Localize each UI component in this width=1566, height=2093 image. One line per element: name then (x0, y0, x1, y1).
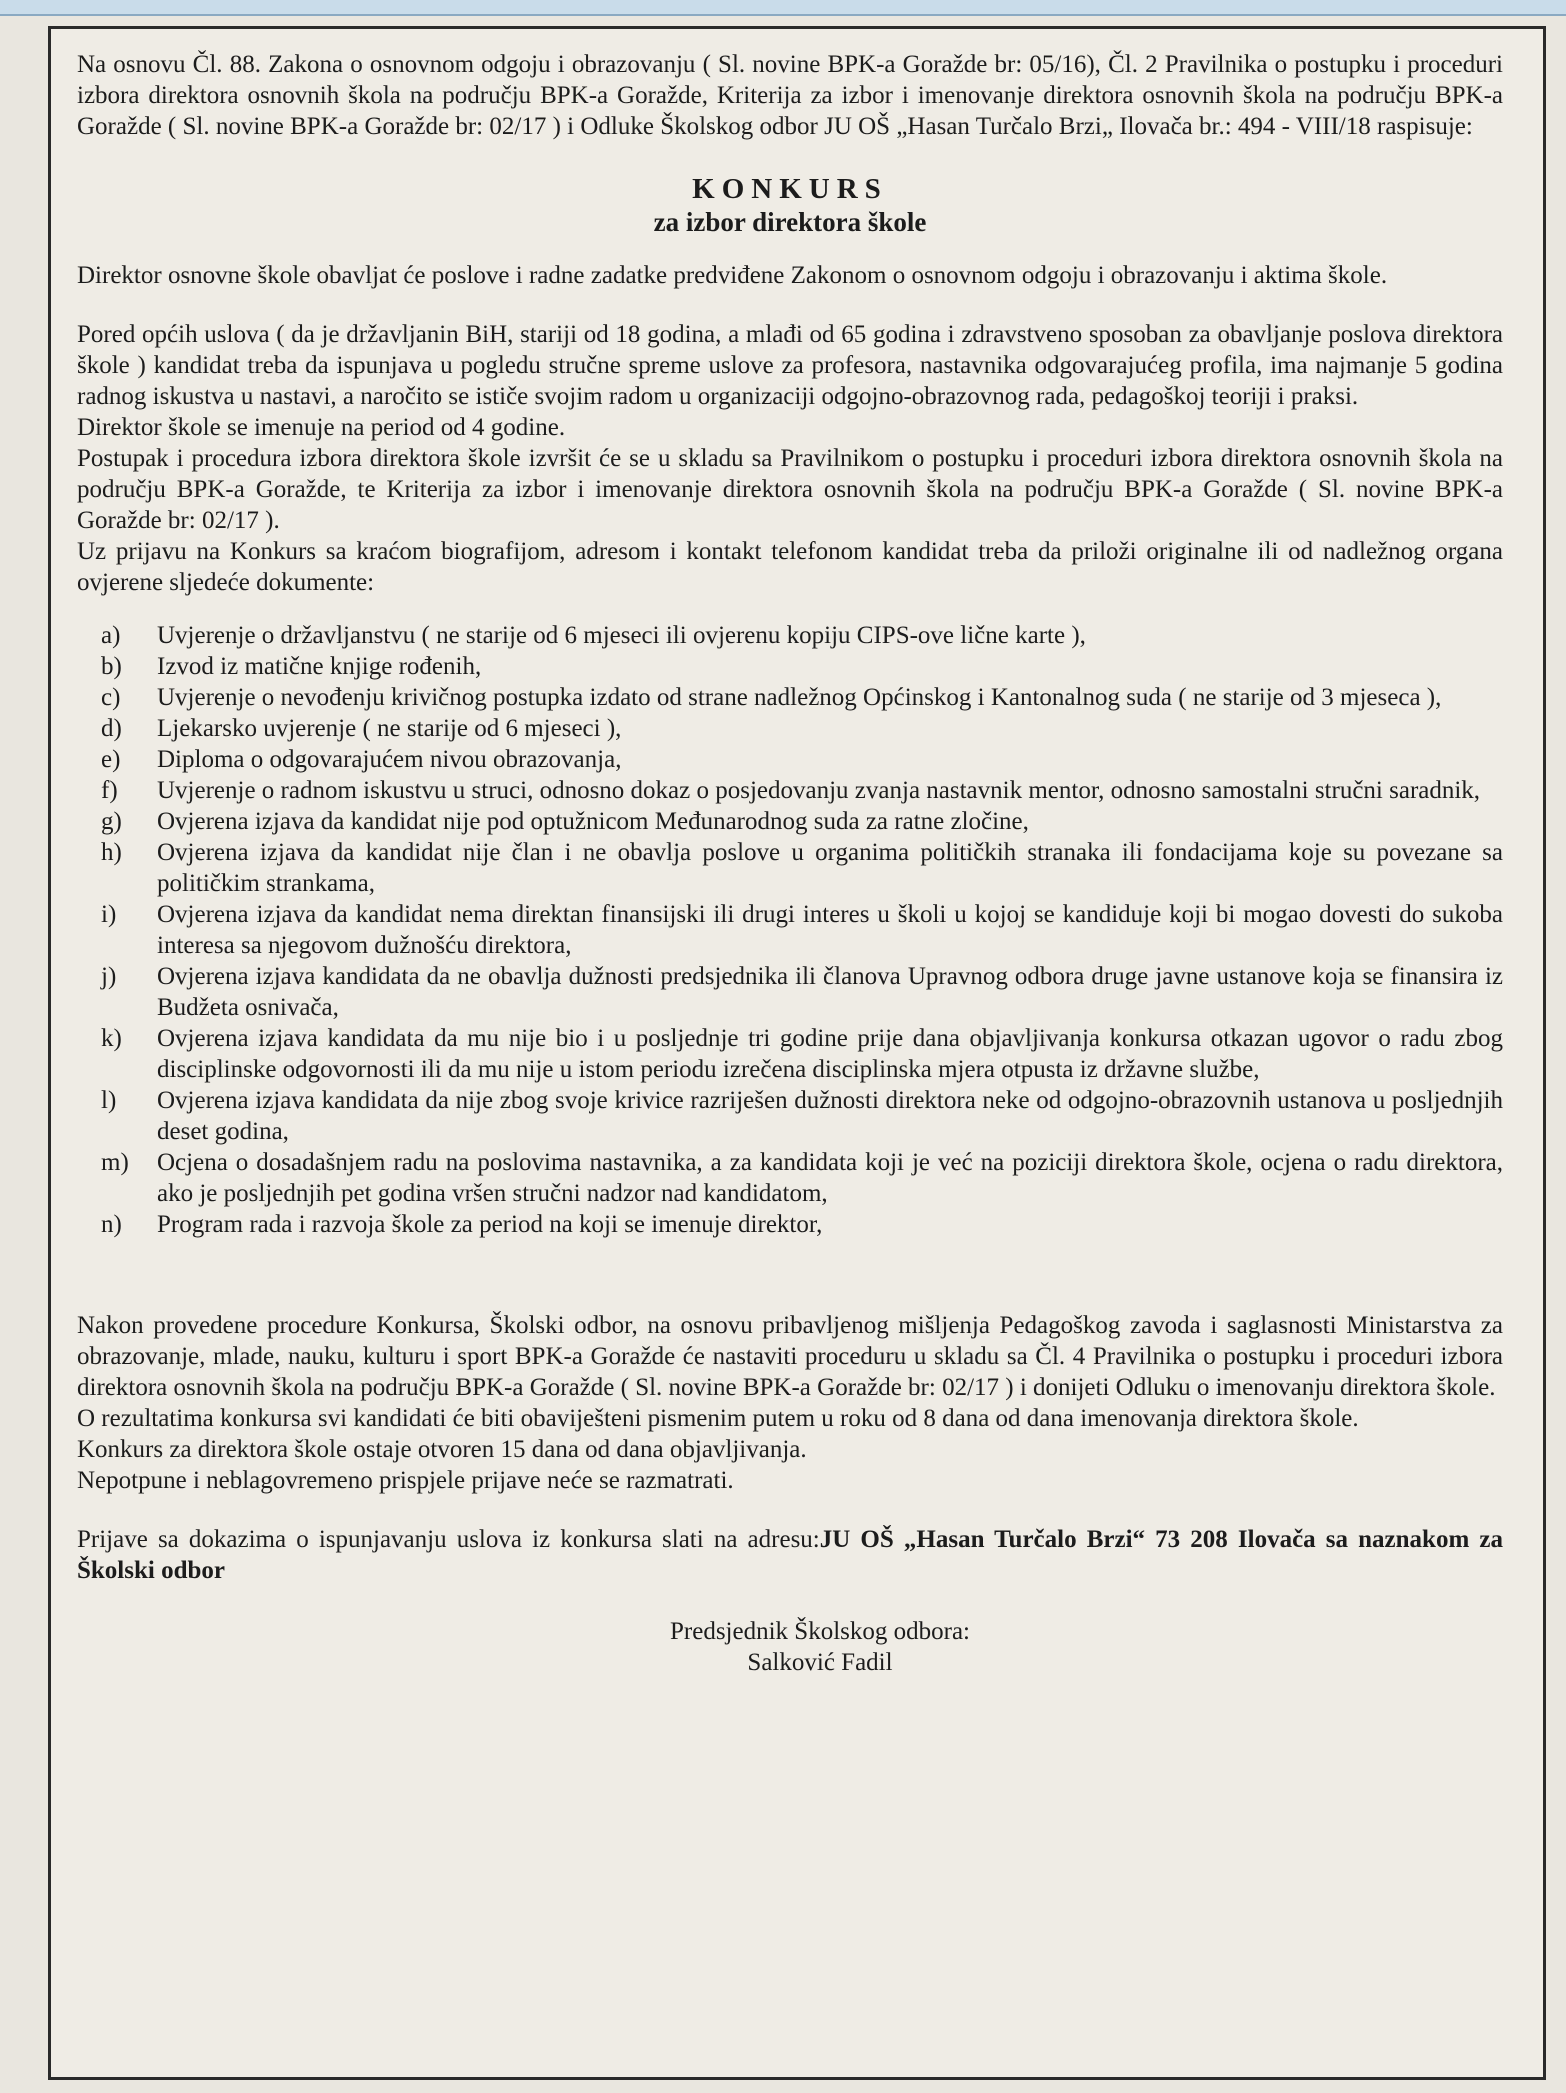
list-item-text: Ovjerena izjava kandidata da mu nije bio i u posljednje tri godine prije dana objavljivanja konkursa otkazan ugovor o radu zbog disciplinske odgovornosti ili da mu nije u istom periodu izrečena disciplinska mjera otpusta iz državne službe, (157, 1025, 1503, 1083)
documents-intro-paragraph: Uz prijavu na Konkurs sa kraćom biografijom, adresom i kontakt telefonom kandidat treba da priloži originalne ili od nadležnog organa ovjerene sljedeće dokumente: (77, 538, 1503, 596)
incomplete-applications-paragraph: Nepotpune i neblagovremeno prispjele prijave neće se razmatrati. (77, 1467, 734, 1494)
post-procedure-paragraph: Nakon provedene procedure Konkursa, Školski odbor, na osnovu pribavljenog mišljenja Pedagoškog zavoda i saglasnosti Ministarstva za obrazovanje, mlade, nauku, kulturu i sport BPK-a Goražde će nastaviti proceduru u skladu sa Čl. 4 Pravilnika o postupku i proceduri izbora direktora osnovnih škola na području BPK-a Goražde ( Sl. novine BPK-a Goražde br: 02/17 ) i donijeti Odluku o imenovanju direktora škole. (77, 1312, 1503, 1401)
list-item-letter: k) (101, 1025, 122, 1052)
signature-role: Predsjednik Školskog odbora: (670, 1618, 970, 1645)
list-item-text: Uvjerenje o nevođenju krivičnog postupka izdato od strane nadležnog Općinskog i Kantonalnog suda ( ne starije od 3 mjeseca ), (157, 684, 1442, 711)
results-paragraph: O rezultatima konkursa svi kandidati će biti obaviješteni pismenim putem u roku od 8 dana od dana imenovanja direktora škole. (77, 1405, 1359, 1432)
list-item-text: Ovjerena izjava da kandidat nije pod optužnicom Međunarodnog suda za ratne zločine, (157, 808, 1029, 835)
required-documents-list (77, 620, 1503, 1240)
list-item (101, 682, 1503, 713)
list-item-text: Izvod iz matične knjige rođenih, (157, 653, 482, 680)
announcement-content (77, 49, 1503, 1678)
list-item-letter: e) (101, 746, 121, 773)
list-item-text: Ovjerena izjava da kandidat nema direktan finansijski ili drugi interes u školi u kojoj se kandiduje koji bi mogao dovesti do sukoba interesa sa njegovom dužnošću direktora, (157, 901, 1503, 959)
list-item-text: Ljekarsko uvjerenje ( ne starije od 6 mjeseci ), (157, 715, 622, 742)
list-item-letter: h) (101, 839, 122, 866)
list-item-letter: l) (101, 1087, 117, 1114)
list-item-text: Ocjena o dosadašnjem radu na poslovima nastavnika, a za kandidata koji je već na poziciji direktora škole, ocjena o radu direktora, ako je posljednjih pet godina vršen stručni nadzor nad kandidatom, (157, 1149, 1503, 1207)
announcement-subtitle: za izbor direktora škole (653, 207, 927, 237)
procedure-paragraph: Postupak i procedura izbora direktora škole izvršit će se u skladu sa Pravilnikom o postupku i proceduri izbora direktora osnovnih škola na području BPK-a Goražde, te Kriterija za izbor i imenovanje direktora osnovnih škola na području BPK-a Goražde ( Sl. novine BPK-a Goražde br: 02/17 ). (77, 445, 1503, 534)
list-item-text: Program rada i razvoja škole za period na koji se imenuje direktor, (157, 1211, 823, 1238)
list-item (101, 806, 1503, 837)
list-item (101, 775, 1503, 806)
list-item (101, 1147, 1503, 1209)
list-item-letter: b) (101, 653, 122, 680)
list-item (101, 961, 1503, 1023)
director-duties-paragraph: Direktor osnovne škole obavljat će poslove i radne zadatke predviđene Zakonom o osnovnom odgoju i obrazovanju i aktima škole. (77, 262, 1388, 289)
list-item (101, 837, 1503, 899)
newspaper-top-strip (0, 0, 1566, 16)
list-item-letter: d) (101, 715, 122, 742)
signature-name: Salković Fadil (747, 1649, 893, 1676)
list-item-letter: j) (101, 963, 117, 990)
list-item (101, 651, 1503, 682)
list-item-letter: g) (101, 808, 122, 835)
list-item (101, 1023, 1503, 1085)
list-item-letter: c) (101, 684, 121, 711)
list-item-text: Diploma o odgovarajućem nivou obrazovanja, (157, 746, 622, 773)
announcement-frame (48, 26, 1546, 2080)
announcement-title: KONKURS (692, 173, 888, 205)
general-conditions-paragraph: Pored općih uslova ( da je državljanin BiH, stariji od 18 godina, a mlađi od 65 godina i zdravstveno sposoban za obavljanje poslova direktora škole ) kandidat treba da ispunjava u pogledu stručne spreme uslove za profesora, nastavnika odgovarajućeg profila, ima najmanje 5 godina radnog iskustva u nastavi, a naročito se ističe svojim radom u organizaciji odgojno-obrazovnog rada, pedagoškoj teoriji i praksi. (77, 321, 1503, 410)
list-item-letter: f) (101, 777, 118, 804)
list-item-letter: n) (101, 1211, 122, 1238)
list-item (101, 620, 1503, 651)
list-item-text: Uvjerenje o radnom iskustvu u struci, odnosno dokaz o posjedovanju zvanja nastavnik mentor, odnosno samostalni stručni saradnik, (157, 777, 1481, 804)
address-paragraph (77, 1524, 1503, 1586)
address-bold: JU OŠ „Hasan Turčalo Brzi“ 73 208 Ilovača sa naznakom za Školski odbor (77, 1526, 1503, 1584)
list-item (101, 744, 1503, 775)
address-prefix: Prijave sa dokazima o ispunjavanju uslova iz konkursa slati na adresu: (77, 1526, 820, 1553)
list-item-letter: m) (101, 1149, 129, 1176)
list-item-letter: i) (101, 901, 117, 928)
signature-block (137, 1616, 1503, 1678)
list-item (101, 1085, 1503, 1147)
intro-paragraph: Na osnovu Čl. 88. Zakona o osnovnom odgoju i obrazovanju ( Sl. novine BPK-a Goražde br: 05/16), Čl. 2 Pravilnika o postupku i proceduri izbora direktora osnovnih škola na području BPK-a Goražde, Kriterija za izbor i imenovanje direktora osnovnih škola na području BPK-a Goražde ( Sl. novine BPK-a Goražde br: 02/17 ) i Odluke Školskog odbor JU OŠ „Hasan Turčalo Brzi„ Ilovača br.: 494 - VIII/18 raspisuje: (77, 51, 1503, 140)
list-item (101, 1209, 1503, 1240)
list-item-text: Uvjerenje o državljanstvu ( ne starije od 6 mjeseci ili ovjerenu kopiju CIPS-ove lične karte ), (157, 622, 1086, 649)
term-paragraph: Direktor škole se imenuje na period od 4 godine. (77, 414, 566, 441)
list-item (101, 899, 1503, 961)
list-item-text: Ovjerena izjava kandidata da nije zbog svoje krivice razriješen dužnosti direktora neke od odgojno-obrazovnih ustanova u posljednjih deset godina, (157, 1087, 1503, 1145)
list-item-text: Ovjerena izjava kandidata da ne obavlja dužnosti predsjednika ili članova Upravnog odbora druge javne ustanove koja se finansira iz Budžeta osnivača, (157, 963, 1503, 1021)
open-period-paragraph: Konkurs za direktora škole ostaje otvoren 15 dana od dana objavljivanja. (77, 1436, 807, 1463)
list-item (101, 713, 1503, 744)
list-item-letter: a) (101, 622, 121, 649)
list-item-text: Ovjerena izjava da kandidat nije član i ne obavlja poslove u organima političkih stranaka ili fondacijama koje su povezane sa političkim strankama, (157, 839, 1503, 897)
